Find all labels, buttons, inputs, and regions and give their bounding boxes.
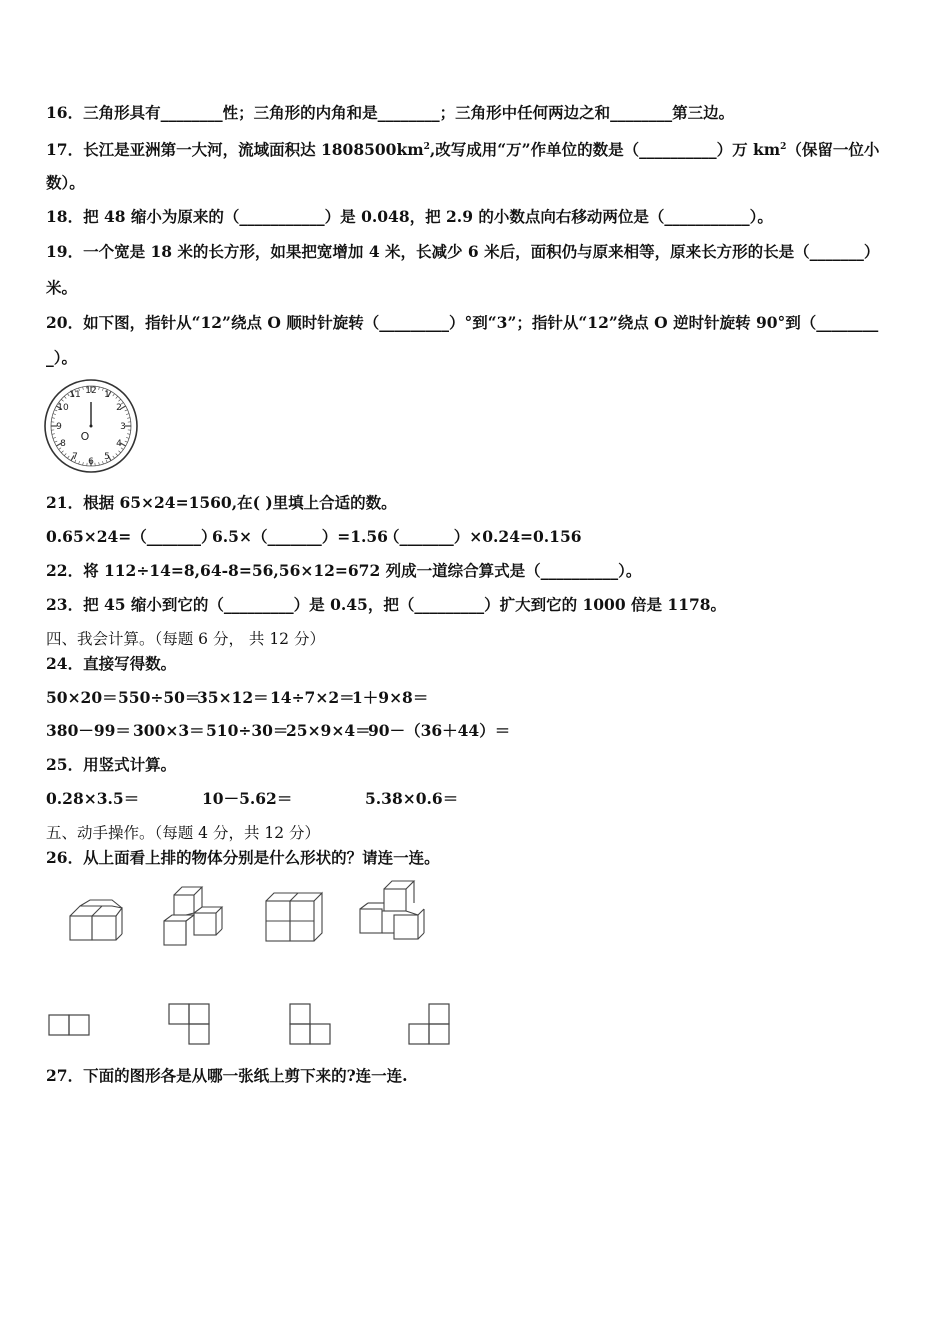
clock-tick [67,456,69,458]
question-17-sup-a: 2 [423,142,430,152]
top-view-shape-1 [47,1011,93,1039]
clock-tick [79,461,80,464]
question-21: 21．根据 65×24=1560,在( )里填上合适的数。 [46,493,397,512]
clock-tick [53,414,56,415]
q24-row2-item-1: 380－99＝ [46,721,131,740]
clock-tick [118,451,120,453]
clock-number-4: 4 [116,439,122,449]
question-23: 23．把 45 缩小到它的（_________）是 0.45，把（_________）扩大到它的 1000 倍是 1178。 [46,595,727,614]
clock-number-12: 12 [85,386,97,396]
question-24: 24．直接写得数。 [46,654,177,673]
clock-number-9: 9 [56,422,62,432]
clock-tick [127,434,130,435]
clock-tick [113,456,115,458]
question-21-item-1: 0.65×24=（_______） [46,527,217,546]
q24-row2-item-3: 510÷30＝ [206,721,289,740]
question-26: 26．从上面看上排的物体分别是什么形状的？请连一连。 [46,848,440,867]
question-17-text-b: ,改写成用“万”作单位的数是（__________）万 km [429,140,781,160]
cube-object-2 [160,885,226,949]
clock-tick [125,410,128,411]
q24-row1-item-5: 1＋9×8＝ [352,688,429,707]
section-5-heading: 五、动手操作。（每题 4 分，共 12 分） [46,824,321,842]
clock-tick [126,437,129,438]
top-view-shape-2 [165,1002,213,1048]
clock-tick [99,387,100,390]
clock-number-10: 10 [57,403,69,413]
clock-tick [52,418,55,419]
clock-tick [52,434,55,435]
section-4-heading: 四、我会计算。（每题 6 分， 共 12 分） [46,630,325,648]
clock-tick [53,437,56,438]
clock-tick [127,418,130,419]
clock-number-7: 7 [72,452,78,462]
q24-row2-item-5: 90－（36＋44）＝ [368,721,511,740]
question-17-text-c: （保留一位小 [786,140,880,160]
question-17-sup-b: 2 [780,142,787,152]
cube-object-3 [262,887,324,947]
clock-number-6: 6 [88,457,94,467]
clock-tick [113,394,115,396]
question-19-cont: 米。 [46,278,78,297]
q24-row2-item-2: 300×3＝ [133,721,205,740]
clock-number-11: 11 [69,390,81,400]
clock-number-5: 5 [104,452,110,462]
clock-center-dot [90,425,93,428]
top-view-shape-3 [286,1002,334,1048]
clock-tick [61,399,63,401]
clock-tick [83,387,84,390]
clock-tick [61,451,63,453]
question-19: 19．一个宽是 18 米的长方形，如果把宽增加 4 米，长减少 6 米后，面积仍与原来相等，原来长方形的长是（_______） [46,242,880,261]
clock-tick [116,453,118,455]
q24-row1-item-1: 50×20＝ [46,688,118,707]
clock-number-8: 8 [60,439,66,449]
question-20-cont: _）。 [46,348,78,367]
q25-item-3: 5.38×0.6＝ [365,789,459,808]
question-16: 16．三角形具有________性；三角形的内角和是________；三角形中任何两边之和________第三边。 [46,103,735,122]
clock-tick [99,462,100,465]
q24-row1-item-3: 35×12＝ [197,688,269,707]
question-27: 27．下面的图形各是从哪一张纸上剪下来的?连一连. [46,1066,408,1085]
clock-tick [64,453,66,455]
question-25: 25．用竖式计算。 [46,755,177,774]
cube-object-1 [66,896,126,946]
clock-number-1: 1 [104,390,110,400]
cube-object-4 [356,877,426,945]
top-view-shape-4 [405,1002,453,1048]
clock-tick [83,462,84,465]
question-17 [46,137,879,160]
q24-row1-item-4: 14÷7×2＝ [270,688,355,707]
clock-figure [43,378,139,474]
question-21-item-2: 6.5×（_______）=1.56 [212,527,388,546]
q25-item-1: 0.28×3.5＝ [46,789,140,808]
q24-row2-item-4: 25×9×4＝ [286,721,371,740]
clock-tick [126,414,129,415]
q24-row1-item-2: 550÷50＝ [118,688,201,707]
clock-tick [54,441,57,442]
clock-number-3: 3 [120,422,126,432]
clock-tick [116,396,118,398]
question-20: 20．如下图，指针从“12”绕点 O 顺时针旋转（_________）°到“3”；指针从“12”绕点 O 逆时针旋转 90°到（________ [46,313,879,332]
clock-tick [125,441,128,442]
clock-number-2: 2 [116,403,122,413]
question-17-cont: 数）。 [46,173,85,192]
question-22: 22．将 112÷14=8,64-8=56,56×12=672 列成一道综合算式是（__________）。 [46,561,642,580]
clock-tick [118,399,120,401]
clock-tick [64,396,66,398]
q25-item-2: 10－5.62＝ [202,789,293,808]
clock-center-label: O [80,430,90,443]
question-21-item-3: （_______）×0.24=0.156 [384,527,582,546]
question-18: 18．把 48 缩小为原来的（___________）是 0.048，把 2.9 的小数点向右移动两位是（___________）。 [46,207,773,226]
question-17-text-a: 17．长江是亚洲第一大河，流域面积达 1808500km [46,140,424,160]
